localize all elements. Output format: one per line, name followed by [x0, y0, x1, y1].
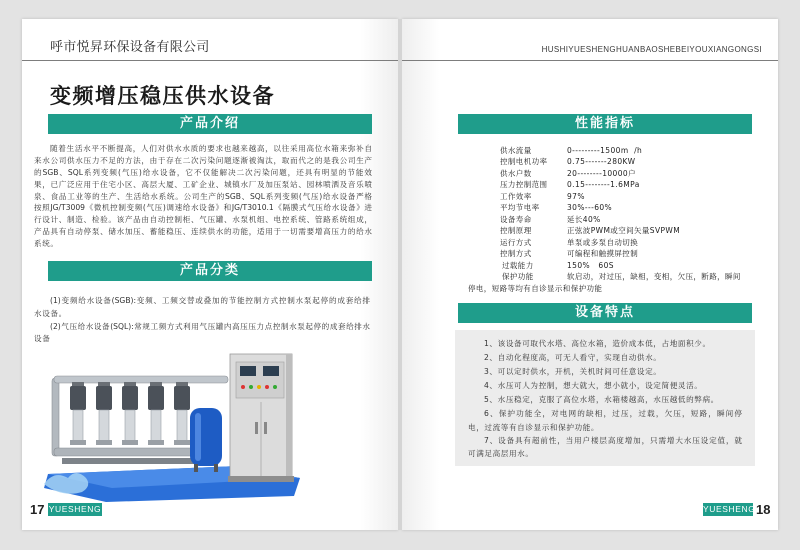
feature-line: 7、设备具有超前性，当用户楼层高度增加，只需增大水压设定值，就: [484, 435, 742, 445]
feature-line: 可满足高层用水。: [468, 448, 534, 458]
section-bar-equipment-features: 设备特点: [458, 303, 752, 323]
indicator-light: [273, 385, 277, 389]
page-number-left: 17: [30, 502, 45, 517]
spec-label: 控制原理: [500, 226, 532, 235]
pump-body: [99, 410, 109, 442]
section-bar-product-intro: 产品介绍: [48, 114, 372, 134]
intro-line: 产品具有自动停泵、储水加压、蓄能稳压、连续供水的功能，适用于一切需要增高压力的给水: [34, 226, 372, 236]
feature-line: 1、该设备可取代水塔、高位水箱，造价成本低，占地面积少。: [484, 338, 711, 348]
spec-value: 可编程和触摸屏控制: [567, 249, 639, 258]
intro-line: 的SGB、SQL系列变频(气压)给水设备，它不仅能解决二次污染问题，还具有明显的节能效: [34, 168, 372, 177]
pump-motor: [96, 386, 112, 410]
feature-line: 电，过流等有自诊显示和保护功能。: [468, 422, 600, 432]
pump-motor: [174, 386, 190, 410]
spec-value: 0.15--------1.6MPa: [567, 180, 640, 189]
pump-flange: [174, 440, 190, 445]
spec-label: 控制电机功率: [500, 157, 548, 166]
intro-line: 来水公司供水压力不足的方法，由于存在二次污染问题逐渐被淘汰，取而代之的是我公司生产: [34, 156, 372, 165]
left-riser-pipe: [52, 378, 59, 456]
section-bar-product-categories: 产品分类: [48, 261, 372, 281]
feature-line: 4、水压可人为控制，想大就大，想小就小，设定简便灵活。: [484, 380, 703, 390]
pump-body: [73, 410, 83, 442]
indicator-light: [241, 385, 245, 389]
spec-label: 平均节电率: [500, 203, 540, 212]
cabinet-handle: [264, 422, 267, 434]
indicator-light: [257, 385, 261, 389]
category-line: 设备: [34, 334, 51, 343]
pump-flange: [70, 440, 86, 445]
intro-line: 泉、食品工业等的生产、生活给水系统。公司生产的SGB、SQL系列变频(气压)给水设备严格: [34, 191, 372, 201]
pump-motor: [122, 386, 138, 410]
feature-line: 5、水压稳定，克服了高位水塔，水箱楼越高，水压越低的弊病。: [484, 394, 719, 404]
pressure-tank-leg: [194, 464, 198, 472]
company-pinyin-header: HUSHIYUESHENGHUANBAOSHEBEIYOUXIANGONGSI: [541, 45, 762, 54]
spec-value: 20--------10000户: [567, 168, 636, 178]
indicator-light: [249, 385, 253, 389]
pump-flange: [148, 440, 164, 445]
feature-line: 6、保护功能全，对电网的缺相，过压，过载，欠压，短路，瞬间停: [484, 408, 742, 418]
pump-skid-frame: [62, 458, 212, 464]
cabinet-handle: [255, 422, 258, 434]
spec-value: 150% 60S: [567, 260, 614, 270]
page-title: 变频增压稳压供水设备: [50, 84, 275, 108]
spec-label: 工作效率: [500, 191, 532, 201]
indicator-light: [265, 385, 269, 389]
panel-display: [263, 366, 279, 376]
spec-label: 过载能力: [502, 260, 534, 270]
pump-flange: [122, 440, 138, 445]
brand-tag-left: YUESHENG: [48, 504, 102, 514]
intro-line: 按照JG/T3009《微机控制变频(气压)调速给水设备》和JG/T3010.1《隔膜式气压给水设备》进: [34, 203, 372, 212]
pump-motor: [148, 386, 164, 410]
pressure-tank: [190, 408, 222, 466]
spec-value: 延长40%: [567, 214, 601, 224]
spec-value: 正弦波PWM或空间矢量SVPWM: [567, 226, 681, 235]
intro-line: 随着生活水平不断提高，人们对供水水质的要求也越来越高，以往采用高位水箱来弥补自: [50, 144, 372, 153]
header-rule-right: [402, 60, 778, 61]
feature-line: 3、可以定时供水，开机，关机时间可任意设定。: [484, 366, 662, 376]
cabinet-plinth: [228, 476, 294, 482]
spec-value: 软启动，对过压，缺相，变相，欠压，断路，瞬间: [567, 272, 741, 281]
pressure-tank-leg: [214, 464, 218, 472]
category-line: (1)变频给水设备(SGB):变频、工频交替或叠加的节能控制方式控制水泵起停的成套给排: [50, 296, 370, 305]
product-photo: [42, 350, 302, 502]
page-spine: [398, 19, 402, 530]
spec-label: 保护功能: [502, 272, 534, 281]
spec-value: 0---------1500m /h: [567, 145, 643, 155]
pump-flange: [96, 440, 112, 445]
spec-label: 供水户数: [500, 168, 532, 178]
feature-line: 2、自动化程度高，可无人看守，实现自动供水。: [484, 352, 662, 362]
spec-value: 单泵或多泵自动切换: [567, 237, 639, 247]
category-line: (2)气压给水设备(SQL):常规工频方式利用气压罐内高压压力点控制水泵起停的成套给排水: [50, 322, 370, 331]
spec-value: 97%: [567, 191, 585, 201]
spec-label: 设备寿命: [500, 214, 532, 224]
spec-continuation: 停电，短路等均有自诊显示和保护功能: [468, 283, 603, 293]
intro-line: 系统。: [34, 238, 59, 248]
spec-value: 0.75-------280KW: [567, 157, 636, 166]
pump-body: [151, 410, 161, 442]
company-name-header: 呼市悦昇环保设备有限公司: [50, 40, 210, 55]
brand-tag-right: YUESHENG: [703, 504, 756, 514]
spec-value: 30%---60%: [567, 203, 613, 212]
panel-display: [240, 366, 256, 376]
pump-motor: [70, 386, 86, 410]
spec-label: 压力控制范围: [500, 180, 548, 189]
page-number-right: 18: [756, 502, 771, 517]
category-line: 水设备。: [34, 309, 67, 318]
spec-label: 供水流量: [500, 145, 532, 155]
intro-line: 果，已广泛应用于住宅小区、高层大厦、工矿企业、城镇水厂及加压泵站、园林喷洒及音乐喷: [34, 179, 372, 189]
section-bar-performance-specs: 性能指标: [458, 114, 752, 134]
spec-label: 控制方式: [500, 249, 532, 258]
control-cabinet-side: [286, 354, 292, 478]
pump-body: [125, 410, 135, 442]
pressure-tank-highlight: [195, 413, 201, 461]
header-rule-left: [22, 60, 398, 61]
spec-label: 运行方式: [500, 237, 532, 247]
bottom-manifold-pipe: [54, 448, 204, 456]
intro-line: 行设计、制造、检验。该产品由自动控制柜、气压罐、水泵机组、电控系统、管路系统组成，: [34, 215, 372, 224]
pump-body: [177, 410, 187, 442]
top-manifold-pipe: [54, 376, 228, 383]
